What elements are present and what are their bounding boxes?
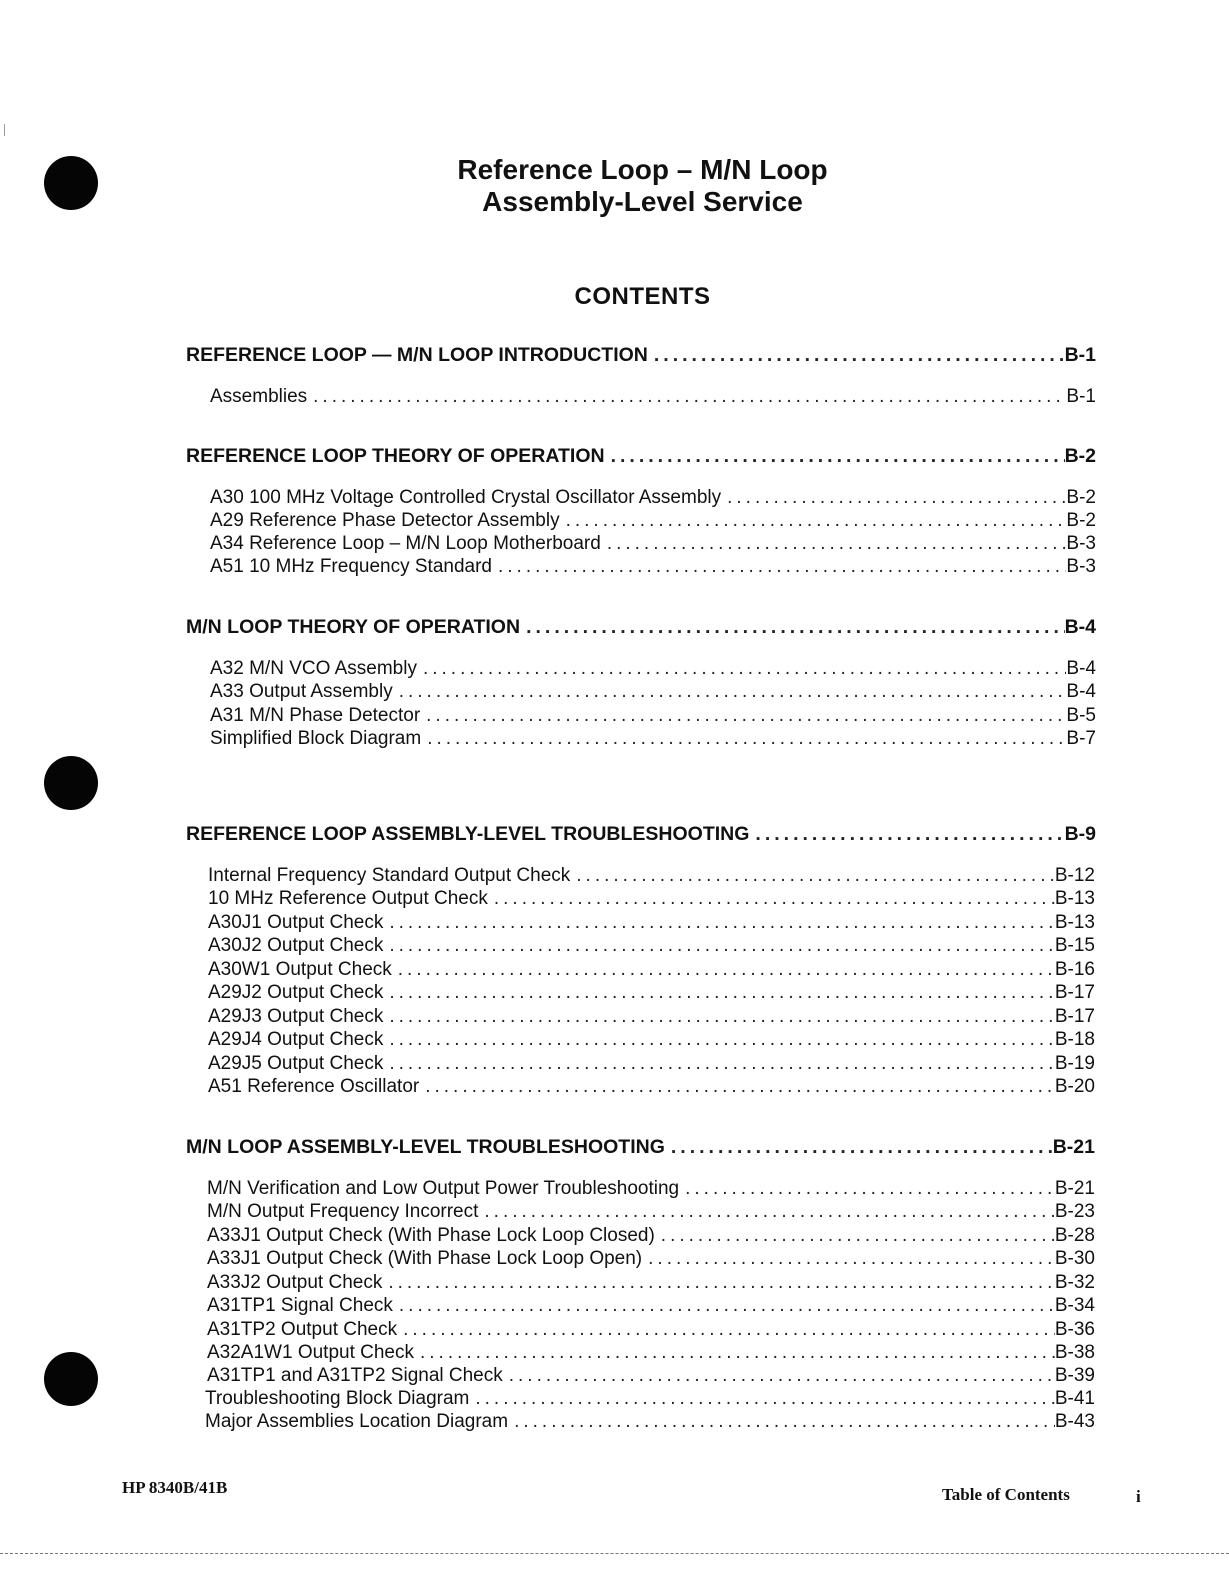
toc-entry-label: Assemblies bbox=[210, 386, 308, 407]
margin-mark bbox=[4, 124, 5, 136]
page-title-line-1: Reference Loop – M/N Loop bbox=[457, 154, 828, 185]
toc-entry-page: B-34 bbox=[1054, 1295, 1095, 1316]
dot-leader bbox=[642, 1248, 1055, 1270]
toc-entry-page: B-12 bbox=[1054, 865, 1095, 886]
toc-entry-page: B-15 bbox=[1054, 935, 1095, 956]
dot-leader bbox=[520, 616, 1065, 639]
dot-leader bbox=[508, 1411, 1055, 1433]
page-title-line-2: Assembly-Level Service bbox=[482, 186, 803, 217]
toc-entry-label: A33J1 Output Check (With Phase Lock Loop Open) bbox=[207, 1248, 643, 1269]
toc-entry[interactable] bbox=[207, 1248, 1095, 1270]
toc-entry[interactable] bbox=[208, 982, 1095, 1004]
dot-leader bbox=[478, 1201, 1054, 1223]
binder-hole-bottom bbox=[44, 1352, 98, 1406]
toc-entry[interactable] bbox=[208, 865, 1095, 887]
dot-leader bbox=[419, 1076, 1055, 1098]
toc-entry[interactable] bbox=[207, 1225, 1095, 1247]
toc-entry-label: Simplified Block Diagram bbox=[210, 728, 422, 749]
toc-entry-page: B-17 bbox=[1054, 982, 1095, 1003]
toc-section-page: B-1 bbox=[1064, 344, 1096, 366]
dot-leader bbox=[469, 1388, 1054, 1410]
toc-section[interactable] bbox=[186, 1136, 1095, 1159]
toc-entry[interactable] bbox=[205, 1411, 1095, 1433]
toc-entry-label: Troubleshooting Block Diagram bbox=[205, 1388, 470, 1409]
toc-entry-label: A29J3 Output Check bbox=[208, 1006, 384, 1027]
toc-entry-label: A30J2 Output Check bbox=[208, 935, 384, 956]
toc-section-title: REFERENCE LOOP — M/N LOOP INTRODUCTION bbox=[186, 344, 648, 366]
toc-entry-label: A31 M/N Phase Detector bbox=[210, 705, 421, 726]
dot-leader bbox=[417, 658, 1066, 680]
toc-entry-page: B-41 bbox=[1054, 1388, 1095, 1409]
footer-page-number: i bbox=[1136, 1487, 1141, 1506]
toc-entry-page: B-3 bbox=[1066, 533, 1096, 554]
toc-entry-page: B-43 bbox=[1054, 1411, 1095, 1432]
toc-section[interactable] bbox=[186, 616, 1096, 639]
toc-entry-label: M/N Verification and Low Output Power Troubleshooting bbox=[207, 1178, 680, 1199]
footer-model: HP 8340B/41B bbox=[122, 1478, 228, 1497]
toc-entry[interactable] bbox=[208, 1006, 1095, 1028]
toc-entry[interactable] bbox=[208, 1029, 1095, 1051]
dot-leader bbox=[383, 1029, 1055, 1051]
dot-leader bbox=[560, 510, 1067, 532]
toc-entry[interactable] bbox=[207, 1178, 1095, 1200]
toc-entry[interactable] bbox=[210, 487, 1096, 509]
dot-leader bbox=[492, 556, 1066, 578]
toc-entry-label: A30 100 MHz Voltage Controlled Crystal Oscillator Assembly bbox=[210, 487, 722, 508]
toc-entry-page: B-7 bbox=[1066, 728, 1096, 749]
toc-entry-label: A32 M/N VCO Assembly bbox=[210, 658, 417, 679]
contents-heading: CONTENTS bbox=[574, 283, 711, 310]
dot-leader bbox=[383, 1053, 1055, 1075]
toc-entry-label: A29J2 Output Check bbox=[208, 982, 384, 1003]
toc-entry-page: B-21 bbox=[1054, 1178, 1095, 1199]
toc-section-page: B-9 bbox=[1064, 823, 1096, 845]
dot-leader bbox=[414, 1342, 1055, 1364]
dot-leader bbox=[503, 1365, 1055, 1387]
toc-entry-label: A29J5 Output Check bbox=[208, 1053, 384, 1074]
toc-entry[interactable] bbox=[208, 888, 1095, 910]
toc-entry-page: B-23 bbox=[1054, 1201, 1095, 1222]
toc-entry[interactable] bbox=[207, 1319, 1095, 1341]
toc-entry[interactable] bbox=[207, 1342, 1095, 1364]
toc-entry[interactable] bbox=[210, 681, 1096, 703]
toc-entry-label: A33J1 Output Check (With Phase Lock Loop Closed) bbox=[207, 1225, 655, 1246]
toc-section-page: B-4 bbox=[1064, 616, 1096, 638]
dot-leader bbox=[648, 344, 1065, 367]
dot-leader bbox=[570, 865, 1055, 887]
dot-leader bbox=[420, 705, 1066, 727]
dot-leader bbox=[383, 912, 1055, 934]
toc-entry-label: A31TP1 and A31TP2 Signal Check bbox=[207, 1365, 503, 1386]
toc-entry-page: B-17 bbox=[1054, 1006, 1095, 1027]
toc-entry-label: A33J2 Output Check bbox=[207, 1272, 383, 1293]
toc-entry[interactable] bbox=[208, 935, 1095, 957]
dot-leader bbox=[382, 1272, 1055, 1294]
dot-leader bbox=[601, 533, 1067, 555]
toc-entry-label: 10 MHz Reference Output Check bbox=[208, 888, 488, 909]
dot-leader bbox=[393, 681, 1067, 703]
toc-section-title: M/N LOOP THEORY OF OPERATION bbox=[186, 616, 521, 638]
binder-hole-top bbox=[44, 156, 98, 210]
toc-entry-page: B-13 bbox=[1054, 888, 1095, 909]
toc-entry[interactable] bbox=[210, 556, 1096, 578]
bottom-rule bbox=[0, 1553, 1229, 1554]
dot-leader bbox=[397, 1319, 1055, 1341]
toc-entry-label: A51 Reference Oscillator bbox=[208, 1076, 420, 1097]
toc-entry-page: B-5 bbox=[1066, 705, 1096, 726]
toc-entry-label: A29 Reference Phase Detector Assembly bbox=[210, 510, 560, 531]
toc-entry-page: B-2 bbox=[1066, 510, 1096, 531]
toc-entry-page: B-30 bbox=[1054, 1248, 1095, 1269]
toc-section-page: B-21 bbox=[1052, 1136, 1095, 1158]
dot-leader bbox=[392, 959, 1055, 981]
toc-entry-page: B-16 bbox=[1054, 959, 1095, 980]
toc-entry-label: A31TP2 Output Check bbox=[207, 1319, 398, 1340]
toc-entry-label: Internal Frequency Standard Output Check bbox=[208, 865, 571, 886]
toc-entry-label: Major Assemblies Location Diagram bbox=[205, 1411, 509, 1432]
toc-entry-page: B-4 bbox=[1066, 658, 1096, 679]
toc-entry[interactable] bbox=[207, 1295, 1095, 1317]
toc-entry-page: B-28 bbox=[1054, 1225, 1095, 1246]
dot-leader bbox=[421, 728, 1066, 750]
toc-entry[interactable] bbox=[210, 705, 1096, 727]
toc-section-page: B-2 bbox=[1064, 445, 1096, 467]
toc-section[interactable] bbox=[186, 344, 1096, 367]
dot-leader bbox=[488, 888, 1055, 910]
binder-hole-middle bbox=[44, 756, 98, 810]
footer-section-name: Table of Contents bbox=[942, 1485, 1070, 1504]
toc-entry-label: A32A1W1 Output Check bbox=[207, 1342, 414, 1363]
toc-entry-page: B-32 bbox=[1054, 1272, 1095, 1293]
toc-entry-page: B-39 bbox=[1054, 1365, 1095, 1386]
toc-entry-label: A30J1 Output Check bbox=[208, 912, 384, 933]
dot-leader bbox=[665, 1136, 1053, 1159]
toc-entry-page: B-3 bbox=[1066, 556, 1096, 577]
toc-entry-label: A29J4 Output Check bbox=[208, 1029, 384, 1050]
toc-entry-label: M/N Output Frequency Incorrect bbox=[207, 1201, 479, 1222]
toc-entry-page: B-18 bbox=[1054, 1029, 1095, 1050]
toc-entry[interactable] bbox=[210, 510, 1096, 532]
dot-leader bbox=[383, 1006, 1055, 1028]
toc-entry[interactable] bbox=[205, 1388, 1095, 1410]
toc-entry[interactable] bbox=[210, 533, 1096, 555]
toc-entry-page: B-13 bbox=[1054, 912, 1095, 933]
dot-leader bbox=[679, 1178, 1055, 1200]
toc-section-title: REFERENCE LOOP THEORY OF OPERATION bbox=[186, 445, 605, 467]
toc-entry-label: A33 Output Assembly bbox=[210, 681, 393, 702]
toc-entry[interactable] bbox=[207, 1365, 1095, 1387]
toc-entry-page: B-1 bbox=[1066, 386, 1096, 407]
toc-entry[interactable] bbox=[210, 386, 1096, 408]
dot-leader bbox=[655, 1225, 1055, 1247]
toc-entry-label: A34 Reference Loop – M/N Loop Motherboard bbox=[210, 533, 601, 554]
toc-entry[interactable] bbox=[207, 1272, 1095, 1294]
toc-entry-page: B-2 bbox=[1066, 487, 1096, 508]
toc-section-title: M/N LOOP ASSEMBLY-LEVEL TROUBLESHOOTING bbox=[186, 1136, 665, 1158]
toc-entry[interactable] bbox=[208, 912, 1095, 934]
toc-entry[interactable] bbox=[207, 1201, 1095, 1223]
toc-section[interactable] bbox=[186, 823, 1096, 846]
toc-entry-page: B-19 bbox=[1054, 1053, 1095, 1074]
toc-entry[interactable] bbox=[208, 1053, 1095, 1075]
dot-leader bbox=[307, 386, 1066, 408]
dot-leader bbox=[605, 445, 1065, 468]
toc-entry[interactable] bbox=[208, 959, 1095, 981]
toc-entry-page: B-36 bbox=[1054, 1319, 1095, 1340]
toc-section-title: REFERENCE LOOP ASSEMBLY-LEVEL TROUBLESHOOTING bbox=[186, 823, 750, 845]
toc-entry-page: B-38 bbox=[1054, 1342, 1095, 1363]
toc-entry[interactable] bbox=[208, 1076, 1095, 1098]
toc-entry-page: B-4 bbox=[1066, 681, 1096, 702]
dot-leader bbox=[383, 982, 1055, 1004]
dot-leader bbox=[383, 935, 1055, 957]
toc-entry-label: A31TP1 Signal Check bbox=[207, 1295, 393, 1316]
toc-entry-label: A51 10 MHz Frequency Standard bbox=[210, 556, 492, 577]
toc-section[interactable] bbox=[186, 445, 1096, 468]
dot-leader bbox=[393, 1295, 1055, 1317]
toc-entry-label: A30W1 Output Check bbox=[208, 959, 392, 980]
toc-entry[interactable] bbox=[210, 728, 1096, 750]
toc-entry-page: B-20 bbox=[1054, 1076, 1095, 1097]
dot-leader bbox=[749, 823, 1064, 846]
dot-leader bbox=[721, 487, 1066, 509]
toc-entry[interactable] bbox=[210, 658, 1096, 680]
